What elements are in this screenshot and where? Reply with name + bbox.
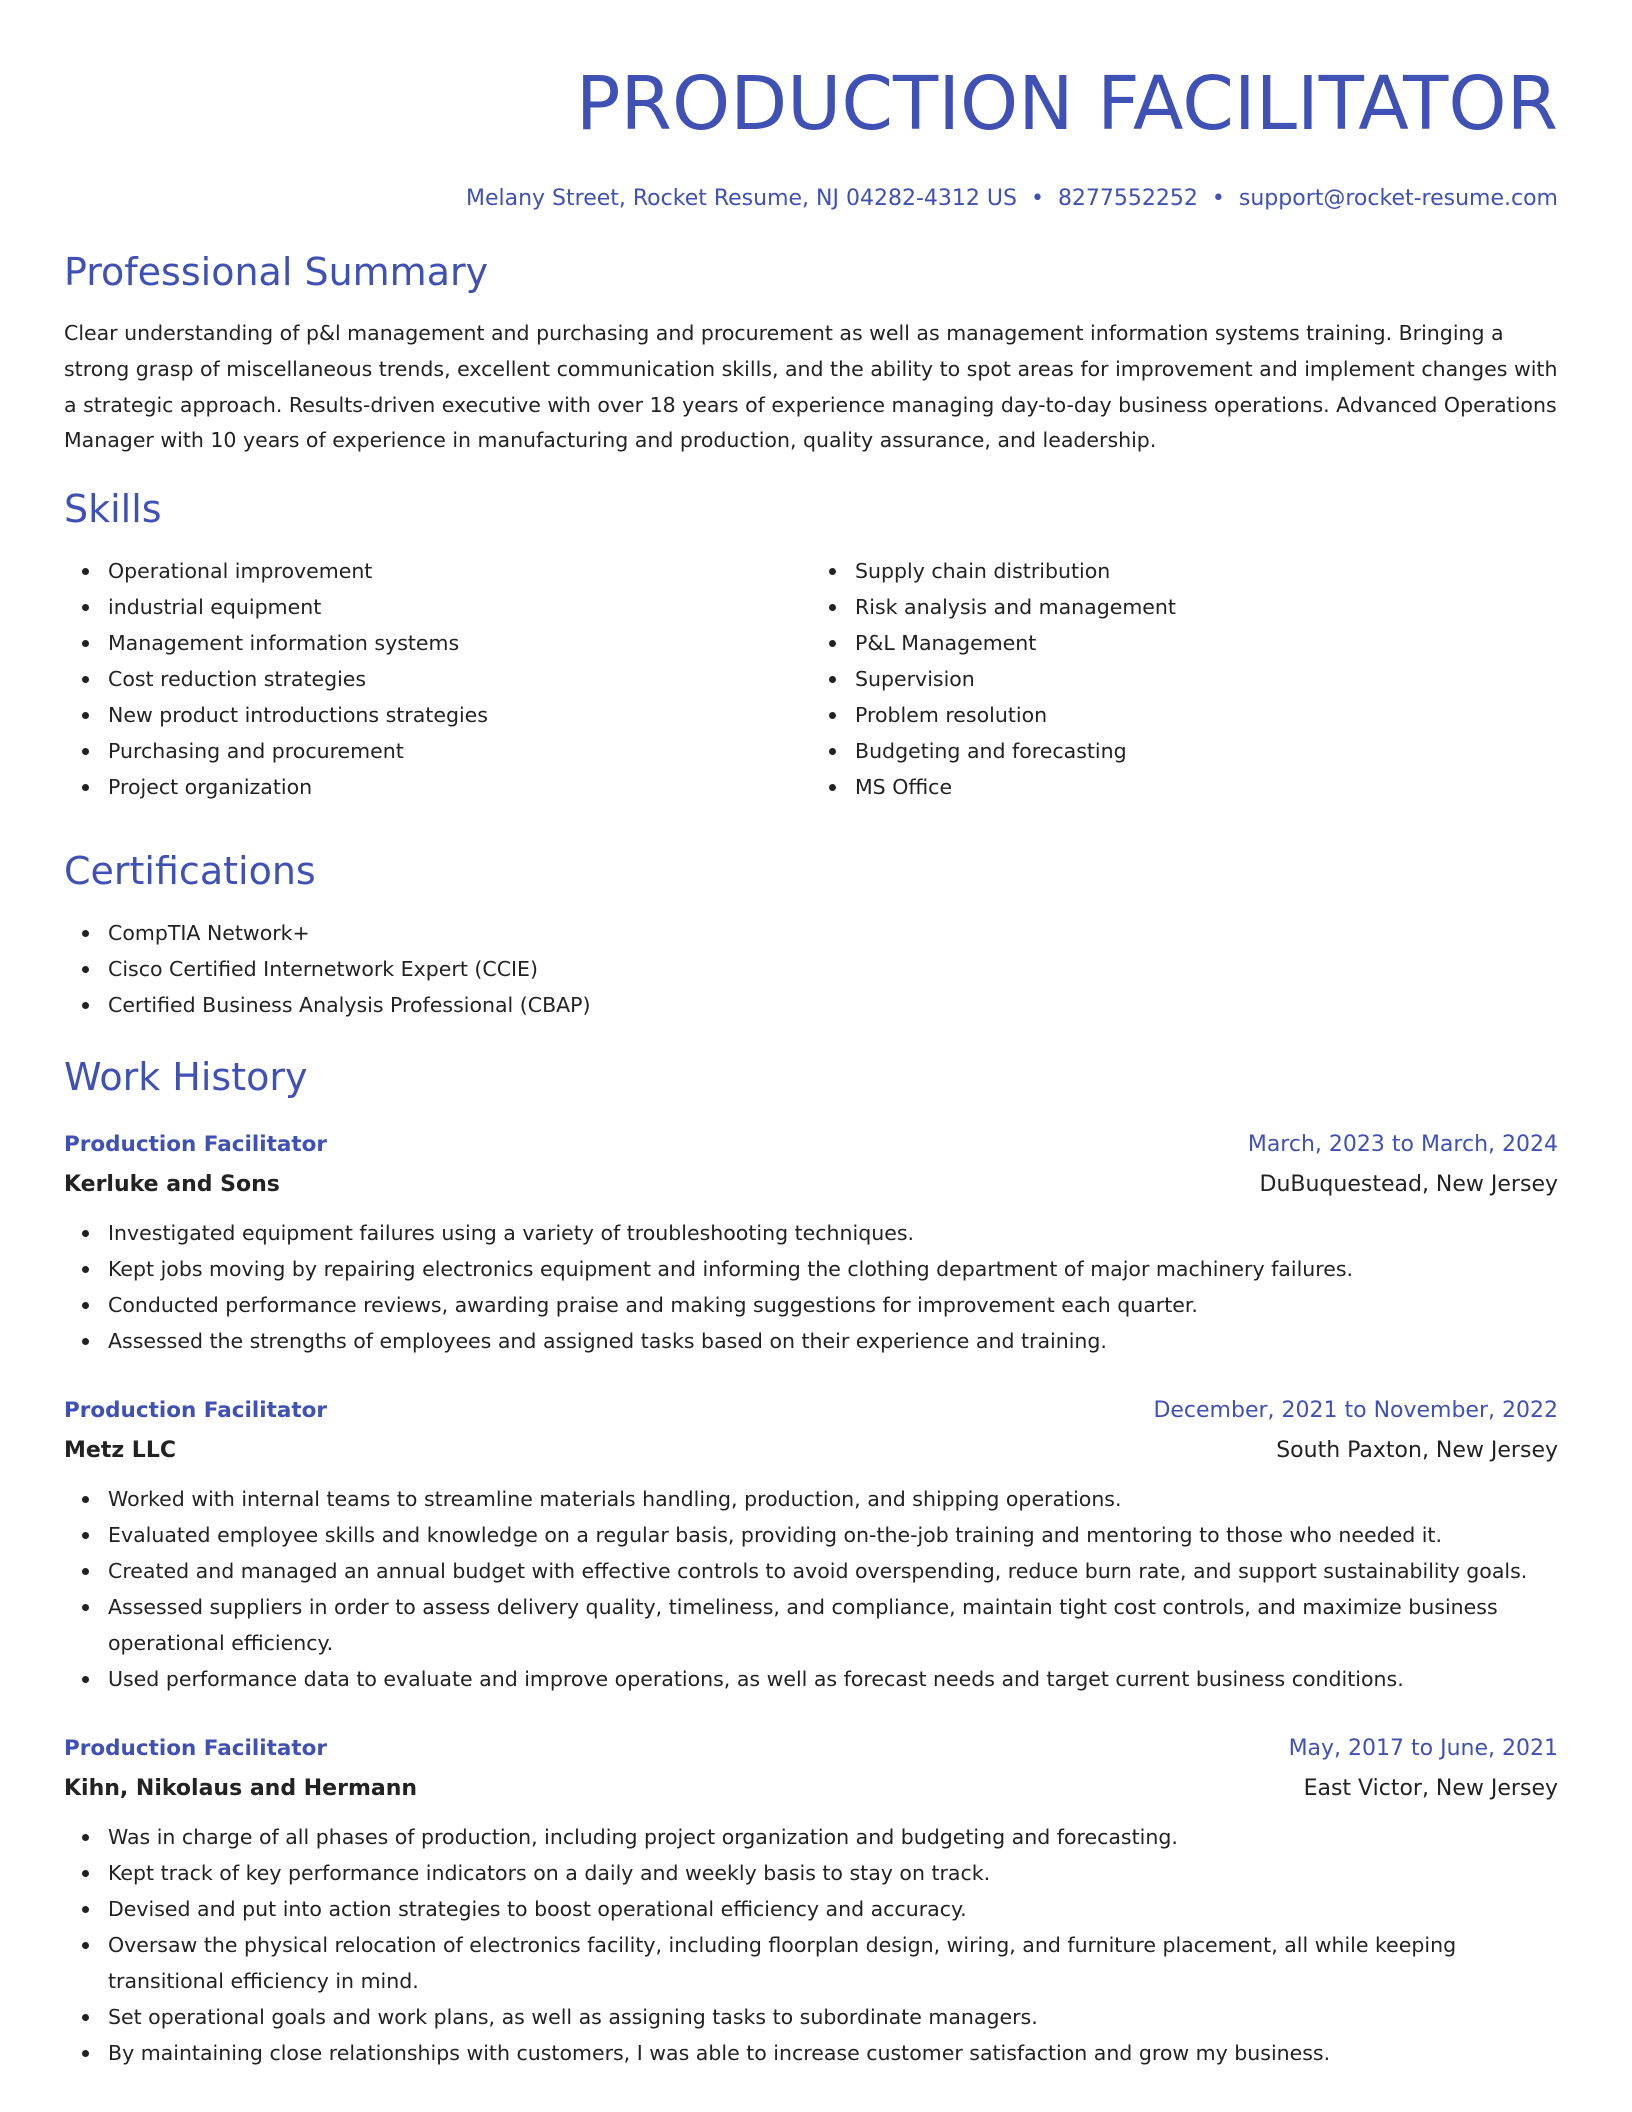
address: Melany Street, Rocket Resume, NJ 04282-4312 US — [465, 186, 1017, 211]
contact-line — [64, 184, 1558, 214]
job-location: DuBuquestead, New Jersey — [1259, 1172, 1558, 1198]
skills-list-right — [811, 553, 1558, 805]
resume-page — [64, 0, 1558, 2071]
skill-item: Operational improvement — [108, 553, 811, 589]
skill-item: industrial equipment — [108, 589, 811, 625]
job-bullets — [64, 1215, 1558, 1359]
certification-item: Cisco Certified Internetwork Expert (CCIE) — [108, 951, 1558, 987]
job-title-row — [64, 1391, 1558, 1431]
contact-separator: • — [1211, 186, 1225, 211]
job-entry — [64, 1729, 1558, 2071]
skill-item: MS Office — [855, 769, 1558, 805]
skill-item: New product introductions strategies — [108, 697, 811, 733]
email-link[interactable]: support@rocket-resume.com — [1238, 186, 1558, 211]
job-bullet: Assessed suppliers in order to assess delivery quality, timeliness, and compliance, maintain tight cost controls, and maximize business operational efficiency. — [108, 1589, 1558, 1661]
job-dates: December, 2021 to November, 2022 — [1153, 1398, 1558, 1424]
job-bullet: Investigated equipment failures using a variety of troubleshooting techniques. — [108, 1215, 1558, 1251]
skill-item: P&L Management — [855, 625, 1558, 661]
certification-item: CompTIA Network+ — [108, 915, 1558, 951]
skill-item: Supervision — [855, 661, 1558, 697]
section-heading: Work History — [64, 1055, 308, 1100]
job-dates: May, 2017 to June, 2021 — [1288, 1736, 1558, 1762]
job-bullet: Worked with internal teams to streamline materials handling, production, and shipping operations. — [108, 1481, 1558, 1517]
job-title-row — [64, 1125, 1558, 1165]
job-company: Kerluke and Sons — [64, 1172, 280, 1198]
phone: 8277552252 — [1057, 186, 1198, 211]
certifications-section — [64, 847, 1558, 1023]
job-bullet: Set operational goals and work plans, as well as assigning tasks to subordinate managers. — [108, 1999, 1558, 2035]
job-location: South Paxton, New Jersey — [1276, 1438, 1558, 1464]
skills-section — [64, 485, 1558, 805]
job-location: East Victor, New Jersey — [1303, 1776, 1558, 1802]
work-history-section — [64, 1053, 1558, 2071]
job-title-row — [64, 1729, 1558, 1769]
contact-separator: • — [1030, 186, 1044, 211]
resume-name: PRODUCTION FACILITATOR — [575, 61, 1558, 147]
section-heading: Certifications — [64, 849, 316, 894]
job-company-row — [64, 1431, 1558, 1471]
job-bullets — [64, 1481, 1558, 1697]
job-bullet: Devised and put into action strategies to boost operational efficiency and accuracy. — [108, 1891, 1558, 1927]
job-bullet: Assessed the strengths of employees and assigned tasks based on their experience and training. — [108, 1323, 1558, 1359]
job-title: Production Facilitator — [64, 1398, 328, 1424]
skill-item: Supply chain distribution — [855, 553, 1558, 589]
job-company: Kihn, Nikolaus and Hermann — [64, 1776, 418, 1802]
job-company: Metz LLC — [64, 1438, 176, 1464]
skill-item: Purchasing and procurement — [108, 733, 811, 769]
job-company-row — [64, 1769, 1558, 1809]
job-bullets — [64, 1819, 1558, 2071]
section-heading: Skills — [64, 487, 162, 532]
summary-section — [64, 248, 1558, 459]
job-dates: March, 2023 to March, 2024 — [1247, 1132, 1558, 1158]
job-company-row — [64, 1165, 1558, 1205]
job-entry — [64, 1125, 1558, 1359]
skill-item: Project organization — [108, 769, 811, 805]
section-heading: Professional Summary — [64, 250, 489, 294]
skill-item: Risk analysis and management — [855, 589, 1558, 625]
skills-columns — [64, 553, 1558, 805]
job-bullet: Created and managed an annual budget with effective controls to avoid overspending, reduce burn rate, and support sustainability goals. — [108, 1553, 1558, 1589]
certification-item: Certified Business Analysis Professional (CBAP) — [108, 987, 1558, 1023]
certifications-list — [64, 915, 1558, 1023]
skills-list-left — [64, 553, 811, 805]
job-bullet: Kept track of key performance indicators on a daily and weekly basis to stay on track. — [108, 1855, 1558, 1891]
skill-item: Problem resolution — [855, 697, 1558, 733]
job-bullet: By maintaining close relationships with customers, I was able to increase customer satisfaction and grow my business. — [108, 2035, 1558, 2071]
skill-item: Budgeting and forecasting — [855, 733, 1558, 769]
job-bullet: Conducted performance reviews, awarding praise and making suggestions for improvement each quarter. — [108, 1287, 1558, 1323]
job-title: Production Facilitator — [64, 1736, 328, 1762]
job-bullet: Used performance data to evaluate and improve operations, as well as forecast needs and target current business conditions. — [108, 1661, 1558, 1697]
job-bullet: Was in charge of all phases of production, including project organization and budgeting and forecasting. — [108, 1819, 1558, 1855]
job-bullet: Oversaw the physical relocation of electronics facility, including floorplan design, wiring, and furniture placement, all while keeping transitional efficiency in mind. — [108, 1927, 1558, 1999]
job-entry — [64, 1391, 1558, 1697]
summary-text: Clear understanding of p&l management and purchasing and procurement as well as management information systems training. Bringing a strong grasp of miscellaneous trends, excellent communication skills, and the ability to spot areas for improvement and implement changes with a strategic approach. Results-driven executive with over 18 years of experience managing day-to-day business operations. Advanced Operations Manager with 10 years of experience in manufacturing and production, quality assurance, and leadership. — [64, 321, 1558, 453]
job-bullet: Kept jobs moving by repairing electronics equipment and informing the clothing department of major machinery failures. — [108, 1251, 1558, 1287]
skill-item: Management information systems — [108, 625, 811, 661]
job-title: Production Facilitator — [64, 1132, 328, 1158]
job-bullet: Evaluated employee skills and knowledge on a regular basis, providing on-the-job training and mentoring to those who needed it. — [108, 1517, 1558, 1553]
skill-item: Cost reduction strategies — [108, 661, 811, 697]
